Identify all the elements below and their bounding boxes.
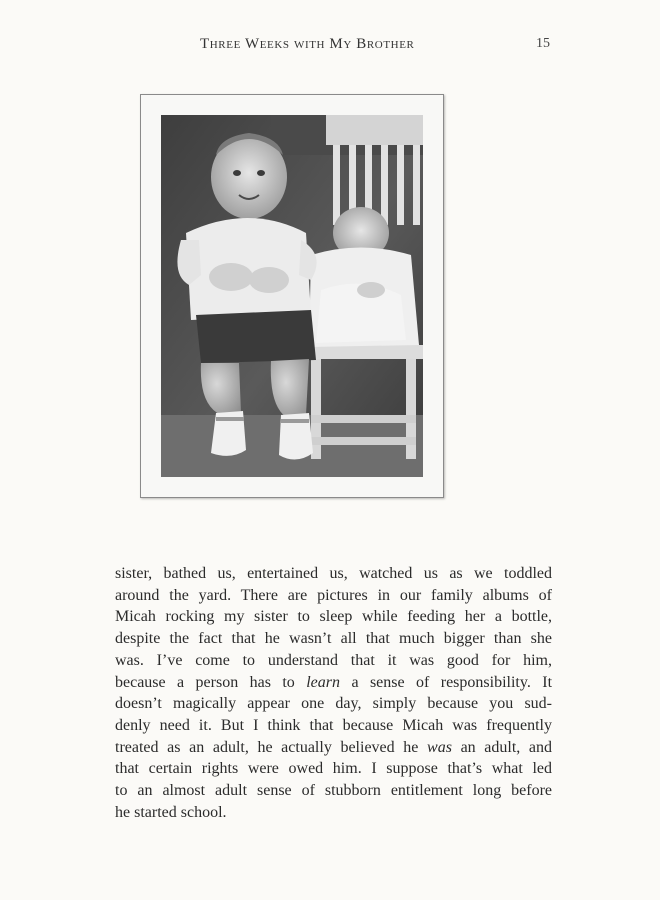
text-line xyxy=(115,672,552,694)
text-fragment: because a person has to xyxy=(115,673,295,691)
text-line: around the yard. There are pictures in our family albums of xyxy=(115,586,552,604)
text-fragment: treated as an adult, he actually believed he xyxy=(115,738,419,756)
emphasis: was xyxy=(427,738,452,756)
running-head xyxy=(0,36,660,56)
text-line: denly need it. But I think that because Micah was frequently xyxy=(115,716,552,734)
running-title: Three Weeks with My Brother xyxy=(200,36,415,52)
text-line: that certain rights were owed him. I suppose that’s what led xyxy=(115,760,552,778)
text-line: despite the fact that he wasn’t all that much bigger than she xyxy=(115,630,552,648)
photo-two-children-icon xyxy=(161,115,423,477)
text-line: was. I’ve come to understand that it was good for him, xyxy=(115,651,552,669)
text-line: to an almost adult sense of stubborn entitlement long before xyxy=(115,782,552,800)
body-text xyxy=(115,563,552,823)
photo-frame xyxy=(140,94,444,498)
text-line: he started school. xyxy=(115,803,227,821)
text-line xyxy=(115,737,552,759)
emphasis: learn xyxy=(306,673,341,691)
text-line: sister, bathed us, entertained us, watched us as we toddled xyxy=(115,565,552,582)
text-line: doesn’t magically appear one day, simply because you sud- xyxy=(115,695,552,713)
text-line: Micah rocking my sister to sleep while feeding her a bottle, xyxy=(115,608,552,626)
text-fragment: a sense of responsibility. It xyxy=(351,673,553,691)
page-number: 15 xyxy=(536,36,550,51)
text-fragment: an adult, and xyxy=(460,738,553,756)
